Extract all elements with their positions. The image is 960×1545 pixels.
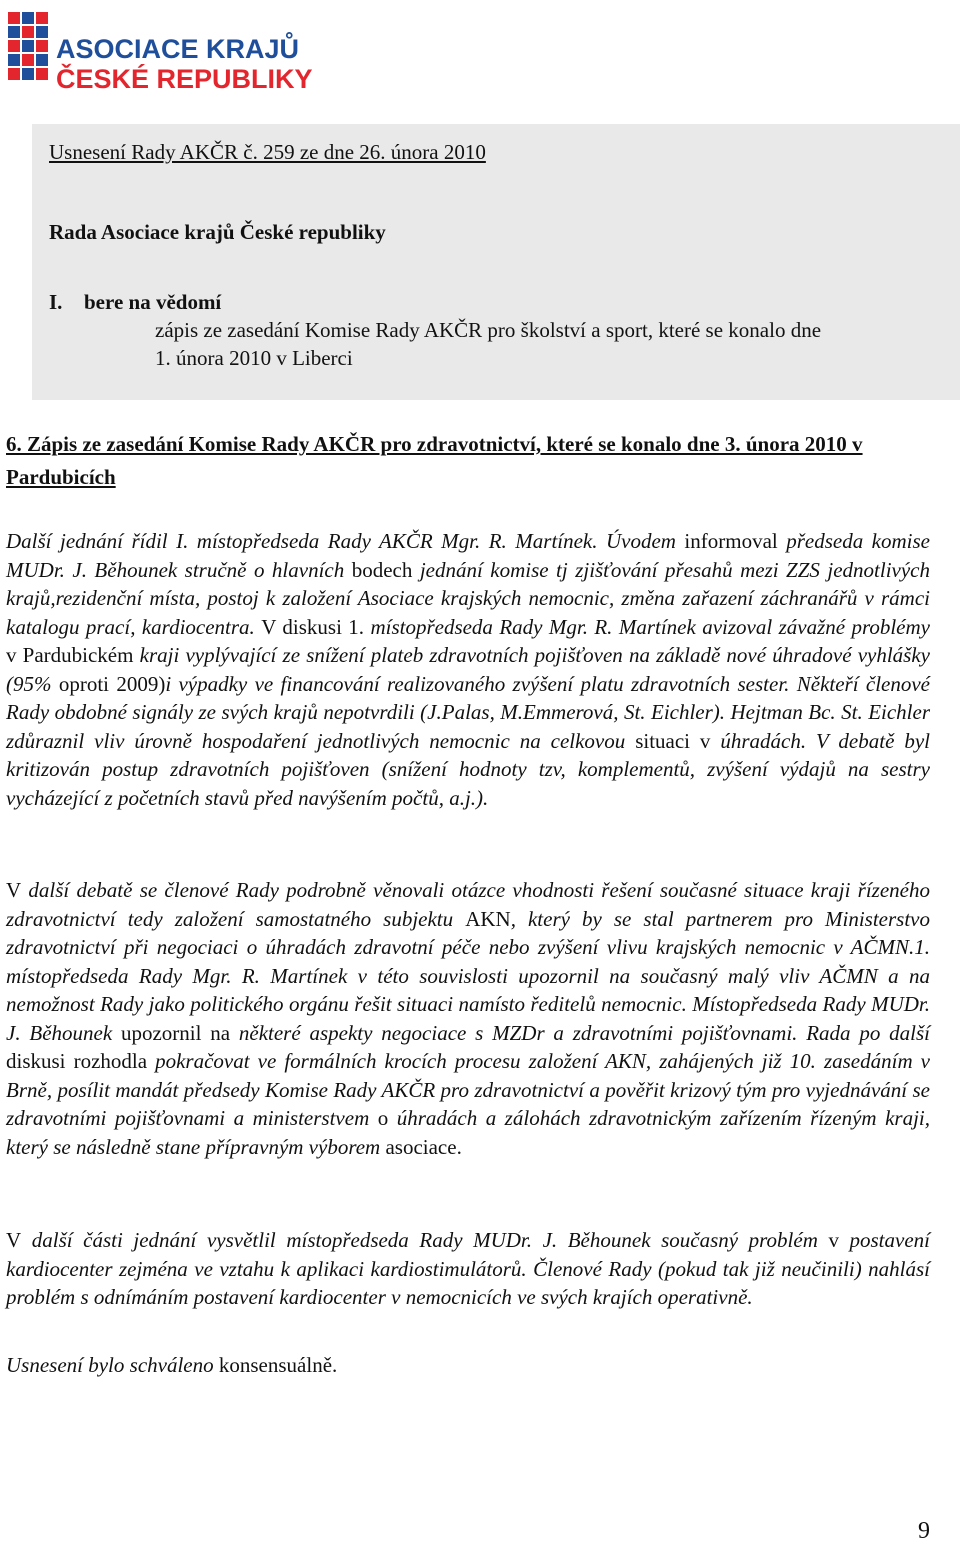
text-run: , který by se stal partnerem pro Ministerstvo zdravotnictví při negociaci o úhradách zdravotní péče nebo zvýšení vlivu krajských nemocnic v AČMN.1. místopředseda Rady Mgr. R. Martínek v této souvislosti upozornil na současný malý vliv AČMN a na nemožnost Rady jako politického orgánu řešit situaci namísto ředitelů nemocnic. Místopředseda Rady MUDr. J. Běhounek (6, 906, 930, 1045)
resolution-title: Usnesení Rady AKČR č. 259 ze dne 26. února 2010 (49, 140, 486, 164)
text-run: V (6, 878, 22, 902)
logo-asociace-kraju (4, 6, 313, 98)
text-run: některé aspekty negociace s MZDr a zdravotními pojišťovnami. Rada po další (230, 1020, 930, 1045)
text-run: další debatě se členové Rady podrobně věnovali otázce vhodnosti řešení současné situace kraji řízeného zdravotnictví tedy založení samostatného subjektu (6, 878, 930, 931)
text-run: konsensuálně. (218, 1353, 338, 1377)
resolution-item-text-1: zápis ze zasedání Komise Rady AKČR pro školství a sport, které se konalo dne (155, 318, 822, 342)
logo-emblem (8, 12, 48, 80)
paragraph-discussion-2 (6, 876, 930, 1161)
paragraph-discussion-3 (6, 1226, 930, 1312)
resolution-item-verb: bere na vědomí (84, 290, 222, 314)
logo-line1: ASOCIACE KRAJŮ (56, 34, 300, 64)
resolution-item-text-2: 1. února 2010 v Liberci (155, 346, 353, 370)
text-run: v Pardubickém (6, 643, 134, 667)
text-run: Další jednání řídil I. místopředseda Rady AKČR Mgr. R. Martínek. Úvodem (6, 529, 685, 553)
text-run: v (828, 1228, 839, 1252)
paragraph-discussion-1 (6, 527, 930, 812)
text-run: o (377, 1106, 389, 1130)
text-run: úhradách. V debatě byl kritizován postup zdravotních pojišťoven (snížení hodnoty tzv, komplementů, zvýšení výdajů na sestry vycházející z početních stavů před navýšením počtů, a.j.). (6, 728, 930, 810)
text-run: V (6, 1228, 22, 1252)
text-run: V diskusi 1. (261, 614, 365, 639)
text-run: kraji vyplývající ze snížení plateb zdravotních pojišťoven na základě nové úhradové vyhlášky (95% (6, 643, 930, 696)
text-run: další části jednání vysvětlil místopředseda Rady MUDr. J. Běhounek současný problém (21, 1228, 829, 1252)
section-6-heading: 6. Zápis ze zasedání Komise Rady AKČR pro zdravotnictví, které se konalo dne 3. února 2010 v Pardubicích (6, 432, 863, 489)
text-run: situaci v (635, 728, 711, 753)
resolution-item-number: I. (49, 290, 63, 314)
paragraph-resolution-approved (6, 1351, 930, 1380)
text-run: Usnesení bylo schváleno (6, 1353, 219, 1377)
resolution-body-name: Rada Asociace krajů České republiky (49, 220, 386, 244)
text-run: místopředseda Rady Mgr. R. Martínek avizoval závažné problémy (364, 614, 930, 639)
text-run: asociace. (385, 1134, 462, 1159)
page-number: 9 (918, 1518, 930, 1544)
text-run: jednání komise tj zjišťování přesahů mezi ZZS jednotlivých krajů,rezidenční místa, postoj k založení Asociace krajských nemocnic, změna zařazení záchranářů v rámci katalogu prací, kardiocentra. (6, 557, 930, 639)
text-run: informoval (684, 529, 778, 553)
text-run: pokračovat ve formálních krocích procesu založení AKN, zahájených již 10. zasedáním v Brně, posílit mandát předsedy Komise Rady AKČR pro zdravotnictví a pověřit krizový tým pro vyjednávání se zdravotními pojišťovnami a ministerstvem (6, 1049, 931, 1130)
logo-line2: ČESKÉ REPUBLIKY (56, 64, 313, 94)
text-run: upozornil na (120, 1020, 231, 1045)
text-run: předseda komise MUDr. J. Běhounek stručně o hlavních (6, 529, 930, 582)
text-run: oproti 2009) (58, 671, 166, 696)
text-run: bodech (351, 557, 413, 582)
text-run: diskusi rozhodla (6, 1049, 148, 1073)
text-run: postavení kardiocenter zejména ve vztahu k aplikaci kardiostimulátorů. Členové Rady (pokud tak již neučinili) nahlásí problém s odnímáním postavení kardiocenter v nemocnicích ve svých krajích operativně. (6, 1228, 930, 1309)
text-run: i výpadky ve financování realizovaného zvýšení platu zdravotních sester. Někteří členové Rady obdobné signály ze svých krajů nepotvrdili (J.Palas, M.Emmerová, St. Eichler). Hejtman Bc. St. Eichler zdůraznil vliv úrovně hospodaření jednotlivých nemocnic na celkovou (6, 671, 930, 753)
text-run: úhradách a zálohách zdravotnickým zařízením řízeným kraji, který se následně stane přípravným výborem (6, 1106, 930, 1159)
text-run: AKN (465, 906, 511, 931)
